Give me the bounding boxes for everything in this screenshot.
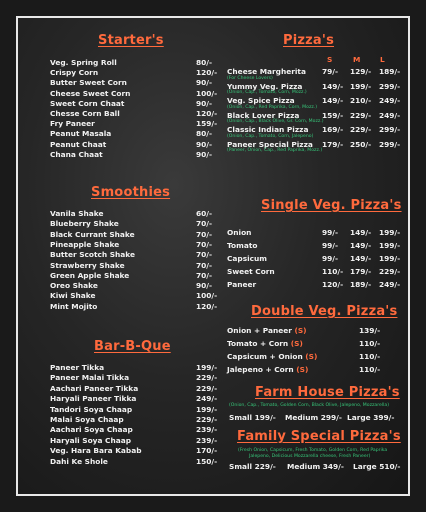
item-name: Kiwi Shake bbox=[50, 291, 96, 301]
item-price: 90/- bbox=[196, 149, 213, 159]
smoothies-heading: Smoothies bbox=[91, 185, 171, 200]
size-mark: (S) bbox=[291, 326, 307, 335]
single-price-m: 149/- bbox=[350, 241, 372, 250]
item-price: 100/- bbox=[196, 291, 218, 301]
pizza-price-l: 189/- bbox=[379, 67, 401, 76]
item-price: 229/- bbox=[196, 383, 218, 393]
item-name: Veg. Hara Bara Kabab bbox=[50, 446, 142, 456]
pizza-name: Classic Indian Pizza bbox=[227, 125, 309, 134]
item-name: Aachari Soya Chaap bbox=[50, 425, 133, 435]
double-price: 139/- bbox=[359, 326, 381, 335]
single-price-s: 99/- bbox=[322, 241, 339, 250]
item-price: 120/- bbox=[196, 68, 218, 78]
item-name: Mint Mojito bbox=[50, 301, 98, 311]
starters-heading: Starter's bbox=[98, 33, 164, 48]
item-price: 249/- bbox=[196, 394, 218, 404]
pizza-name: Cheese Margherita bbox=[227, 67, 306, 76]
single-price-m: 189/- bbox=[350, 280, 372, 289]
item-price: 90/- bbox=[196, 98, 213, 108]
family-large: Large 510/- bbox=[353, 462, 401, 471]
item-price: 159/- bbox=[196, 119, 218, 129]
item-price: 90/- bbox=[196, 139, 213, 149]
item-price: 70/- bbox=[196, 219, 213, 229]
item-price: 229/- bbox=[196, 415, 218, 424]
item-price: 239/- bbox=[196, 425, 218, 435]
item-name: Paneer Tikka bbox=[50, 363, 105, 372]
single-price-l: 199/- bbox=[379, 254, 401, 263]
item-price: 170/- bbox=[196, 446, 218, 456]
item-name: Butter Scotch Shake bbox=[50, 250, 136, 260]
pizza-name: Black Lover Pizza bbox=[227, 110, 300, 120]
double-pizza-name: Onion + Paneer (S) bbox=[227, 326, 307, 335]
item-name: Haryali Paneer Tikka bbox=[50, 394, 137, 404]
item-name: Vanila Shake bbox=[50, 209, 104, 218]
item-name: Aachari Paneer Tikka bbox=[50, 383, 139, 393]
pizza-price-s: 159/- bbox=[322, 110, 344, 120]
single-pizza-name: Capsicum bbox=[227, 254, 267, 263]
pizzas-heading: Pizza's bbox=[283, 33, 335, 48]
item-name: Oreo Shake bbox=[50, 281, 98, 291]
item-price: 70/- bbox=[196, 250, 213, 260]
item-name: Malai Soya Chaap bbox=[50, 415, 124, 424]
single-price-s: 120/- bbox=[322, 280, 344, 289]
item-name: Fry Paneer bbox=[50, 119, 95, 129]
item-name: Butter Sweet Corn bbox=[50, 78, 127, 88]
single-heading: Single Veg. Pizza's bbox=[261, 198, 402, 213]
pizza-price-m: 229/- bbox=[350, 125, 372, 134]
item-price: 70/- bbox=[196, 229, 213, 239]
pizza-price-m: 229/- bbox=[350, 110, 372, 120]
double-price: 110/- bbox=[359, 352, 381, 361]
item-name: Peanut Chaat bbox=[50, 139, 107, 149]
pizza-price-m: 250/- bbox=[350, 139, 372, 149]
family-small: Small 229/- bbox=[229, 462, 276, 471]
item-name: Chesse Corn Ball bbox=[50, 109, 120, 118]
pizza-name: Paneer Special Pizza bbox=[227, 139, 313, 149]
item-name: Peanut Masala bbox=[50, 129, 112, 139]
item-name: Tandori Soya Chaap bbox=[50, 404, 133, 414]
single-pizza-name: Tomato bbox=[227, 241, 258, 250]
pizza-price-l: 299/- bbox=[379, 81, 401, 91]
single-price-s: 99/- bbox=[322, 228, 339, 237]
item-price: 229/- bbox=[196, 373, 218, 383]
item-name: Dahi Ke Shole bbox=[50, 456, 108, 466]
double-price: 110/- bbox=[359, 365, 381, 374]
item-name: Sweet Corn Chaat bbox=[50, 98, 125, 108]
family-heading: Family Special Pizza's bbox=[237, 429, 401, 444]
double-pizza-name: Capsicum + Onion (S) bbox=[227, 352, 318, 361]
pizza-price-s: 169/- bbox=[322, 125, 344, 134]
single-price-m: 179/- bbox=[350, 267, 372, 276]
item-price: 70/- bbox=[196, 239, 213, 249]
farmhouse-medium: Medium 299/- bbox=[285, 413, 342, 422]
item-name: Black Currant Shake bbox=[50, 229, 135, 239]
size-mark: (S) bbox=[302, 352, 318, 361]
pizza-price-m: 210/- bbox=[350, 96, 372, 105]
single-price-l: 199/- bbox=[379, 241, 401, 250]
item-price: 120/- bbox=[196, 301, 218, 311]
item-price: 199/- bbox=[196, 363, 218, 372]
double-heading: Double Veg. Pizza's bbox=[251, 304, 398, 319]
item-name: Strawberry Shake bbox=[50, 260, 125, 270]
single-price-l: 199/- bbox=[379, 228, 401, 237]
size-s: S bbox=[327, 55, 333, 64]
menu-board bbox=[16, 16, 410, 496]
size-mark: (S) bbox=[288, 339, 303, 348]
size-m: M bbox=[353, 55, 361, 64]
pizza-name: Yummy Veg. Pizza bbox=[227, 81, 303, 91]
item-name: Chana Chaat bbox=[50, 149, 103, 159]
farmhouse-note: (Onion, Cap., Tomato, Golden Corn, Black Olive, Jalepeno, Mozzarella) bbox=[229, 403, 389, 408]
double-pizza-name: Jalepeno + Corn (S) bbox=[227, 365, 309, 374]
single-pizza-name: Paneer bbox=[227, 280, 257, 289]
pizza-price-s: 149/- bbox=[322, 81, 344, 91]
item-name: Cheese Sweet Corn bbox=[50, 88, 131, 98]
pizza-note: (Onion, Cap., Tomato, Corn, Mozz.) bbox=[227, 90, 307, 95]
item-name: Pineapple Shake bbox=[50, 239, 120, 249]
single-pizza-name: Onion bbox=[227, 228, 252, 237]
size-l: L bbox=[380, 55, 385, 64]
single-price-s: 110/- bbox=[322, 267, 344, 276]
size-mark: (S) bbox=[293, 365, 309, 374]
double-price: 110/- bbox=[359, 339, 381, 348]
item-price: 70/- bbox=[196, 270, 213, 280]
pizza-price-s: 179/- bbox=[322, 139, 344, 149]
pizza-price-l: 249/- bbox=[379, 96, 401, 105]
item-price: 90/- bbox=[196, 281, 213, 291]
item-price: 70/- bbox=[196, 260, 213, 270]
single-price-m: 149/- bbox=[350, 254, 372, 263]
bbq-heading: Bar-B-Que bbox=[94, 339, 171, 354]
single-price-l: 249/- bbox=[379, 280, 401, 289]
item-price: 60/- bbox=[196, 209, 213, 218]
item-name: Blueberry Shake bbox=[50, 219, 119, 229]
item-price: 239/- bbox=[196, 435, 218, 445]
item-name: Green Apple Shake bbox=[50, 270, 130, 280]
pizza-price-m: 129/- bbox=[350, 67, 372, 76]
family-note-1: (Fresh Onion, Capsicum, Fresh Tomato, Golden Corn, Red Paprika bbox=[238, 448, 388, 453]
family-medium: Medium 349/- bbox=[287, 462, 344, 471]
farmhouse-heading: Farm House Pizza's bbox=[255, 385, 400, 400]
pizza-note: (Paneer, Onion, Cap., Red Paprika, Mozz.) bbox=[227, 148, 323, 153]
single-price-s: 99/- bbox=[322, 254, 339, 263]
item-price: 120/- bbox=[196, 109, 218, 118]
item-price: 90/- bbox=[196, 78, 213, 88]
item-price: 199/- bbox=[196, 404, 218, 414]
pizza-price-s: 149/- bbox=[322, 96, 344, 105]
pizza-price-s: 79/- bbox=[322, 67, 339, 76]
item-name: Paneer Malai Tikka bbox=[50, 373, 130, 383]
item-name: Crispy Corn bbox=[50, 68, 99, 78]
item-price: 100/- bbox=[196, 88, 218, 98]
pizza-note: (Onion, Cap., Tomato, Corn, Jalepeno) bbox=[227, 133, 314, 139]
single-price-l: 229/- bbox=[379, 267, 401, 276]
item-name: Veg. Spring Roll bbox=[50, 58, 117, 67]
item-price: 80/- bbox=[196, 129, 213, 139]
item-price: 150/- bbox=[196, 456, 218, 466]
pizza-note: (Onion, Cap., Red Paprika, Corn, Mozz.) bbox=[227, 104, 318, 110]
farmhouse-small: Small 199/- bbox=[229, 413, 276, 422]
pizza-price-l: 299/- bbox=[379, 125, 401, 134]
single-pizza-name: Sweet Corn bbox=[227, 267, 275, 276]
pizza-name: Veg. Spice Pizza bbox=[227, 96, 295, 105]
pizza-price-l: 299/- bbox=[379, 139, 401, 149]
pizza-note: (Onion, Cap., Black Olive, Gr. Corn, Mozz.) bbox=[227, 119, 324, 124]
item-price: 80/- bbox=[196, 58, 213, 67]
pizza-price-l: 249/- bbox=[379, 110, 401, 120]
farmhouse-large: Large 399/- bbox=[347, 413, 395, 422]
double-pizza-name: Tomato + Corn (S) bbox=[227, 339, 303, 348]
pizza-note: (For Cheese Lovers) bbox=[227, 75, 273, 81]
single-price-m: 149/- bbox=[350, 228, 372, 237]
item-name: Haryali Soya Chaap bbox=[50, 435, 131, 445]
pizza-price-m: 199/- bbox=[350, 81, 372, 91]
family-note-2: Jalepeno, Delicious Mozzarella cheese, Fresh Paneer) bbox=[249, 454, 371, 459]
